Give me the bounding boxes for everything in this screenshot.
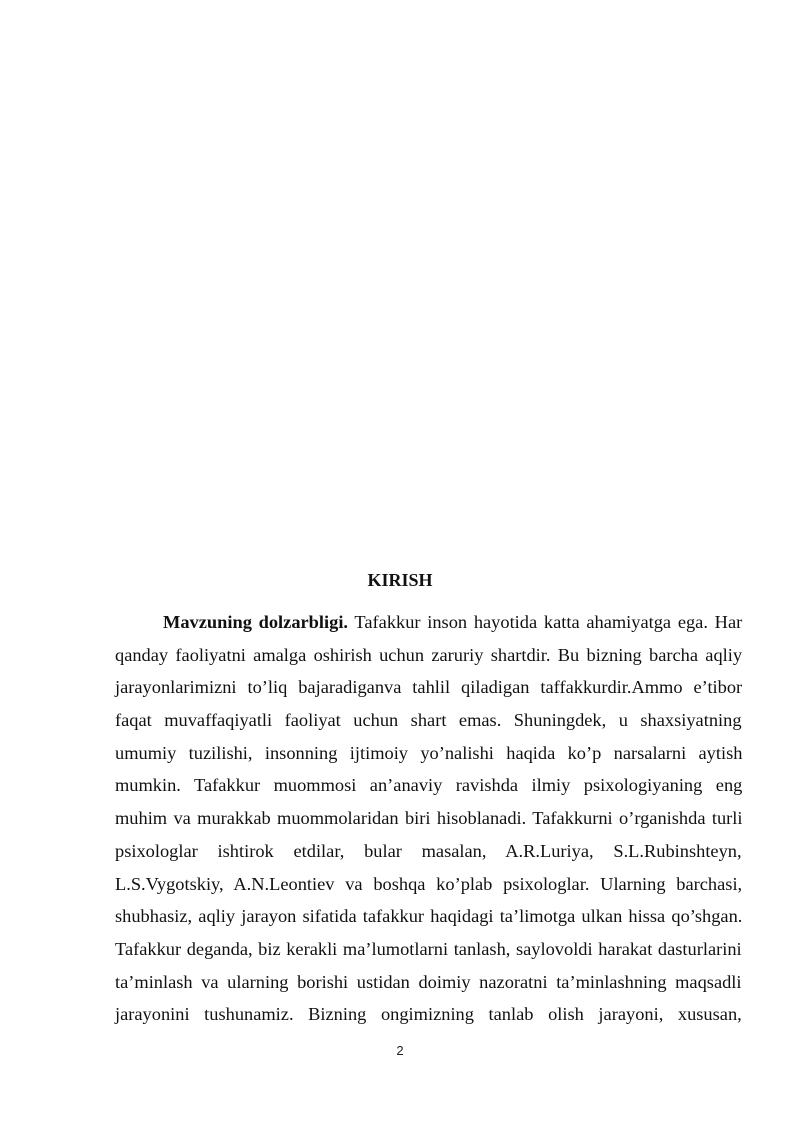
paragraph-line-9: L.S.Vygotskiy, A.N.Leontiev va boshqa ko’plab psixologlar. Ularning barchasi, xyxy=(115,873,743,894)
paragraph-line-12: ta’minlash va ularning borishi ustidan doimiy nazoratni ta’minlashning maqsadli xyxy=(115,971,742,992)
paragraph-line-11: Tafakkur deganda, biz kerakli ma’lumotlarni tanlash, saylovoldi harakat dasturlarini xyxy=(115,938,742,959)
paragraph-line-8: psixologlar ishtirok etdilar, bular masalan, A.R.Luriya, S.L.Rubinshteyn, xyxy=(115,840,742,861)
paragraph-line-7: muhim va murakkab muommolaridan biri hisoblanadi. Tafakkurni o’rganishda turli xyxy=(115,808,743,829)
paragraph-line-2: qanday faoliyatni amalga oshirish uchun zaruriy shartdir. Bu bizning barcha aqliy xyxy=(115,644,743,665)
line-text: Tafakkur inson hayotida katta ahamiyatga ega. Har xyxy=(348,612,743,632)
paragraph-line-5: umumiy tuzilishi, insonning ijtimoiy yo’nalishi haqida ko’p narsalarni aytish xyxy=(115,742,743,763)
body-paragraph xyxy=(115,606,742,1031)
section-heading: KIRISH xyxy=(367,570,433,590)
paragraph-line-3: jarayonlarimizni to’liq bajaradiganva tahlil qiladigan taffakkurdir.Ammo e’tibor xyxy=(115,677,743,698)
paragraph-line-6: mumkin. Tafakkur muommosi an’anaviy ravishda ilmiy psixologiyaning eng xyxy=(115,775,743,796)
lead-bold-phrase: Mavzuning dolzarbligi. xyxy=(163,612,349,632)
page-number: 2 xyxy=(396,1043,404,1058)
paragraph-line-13: jarayonini tushunamiz. Bizning ongimizning tanlab olish jarayoni, xususan, xyxy=(115,1004,742,1025)
paragraph-line-10: shubhasiz, aqliy jarayon sifatida tafakkur haqidagi ta’limotga ulkan hissa qo’shgan. xyxy=(115,906,743,927)
paragraph-line-4: faqat muvaffaqiyatli faoliyat uchun shart emas. Shuningdek, u shaxsiyatning xyxy=(115,710,742,731)
paragraph-line-1 xyxy=(115,606,742,639)
